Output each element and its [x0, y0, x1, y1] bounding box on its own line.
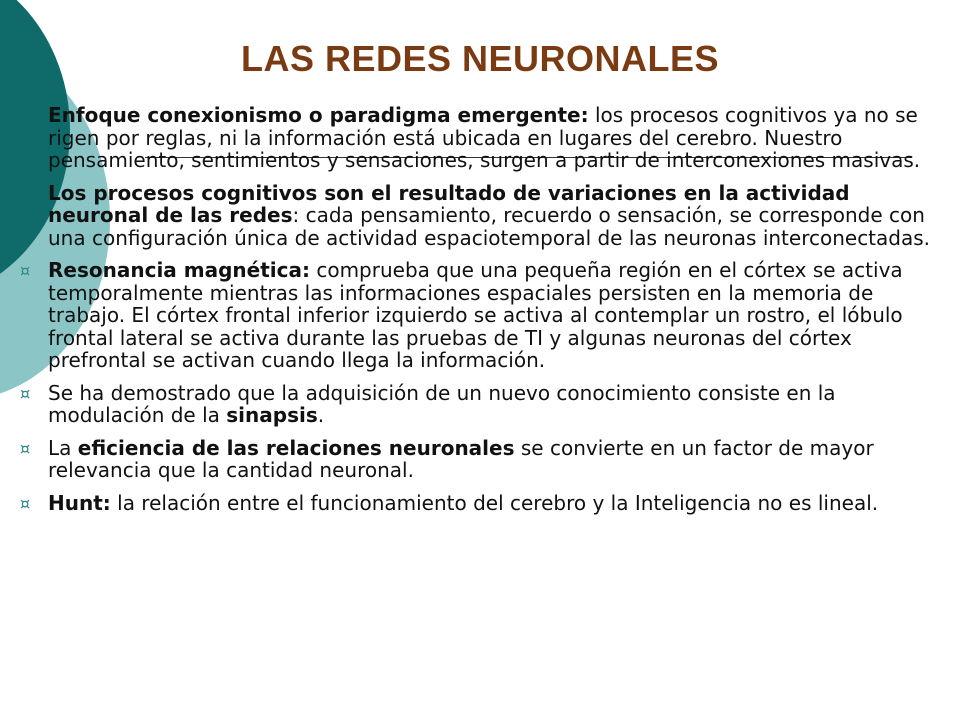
body-text: se convierte en un factor de mayor relevancia que la cantidad neuronal.: [48, 435, 874, 482]
body-text: Se ha demostrado que la adquisición de un nuevo conocimiento consiste en la modulación de la: [48, 380, 836, 427]
bold-text: Los procesos cognitivos son el resultado de variaciones en la actividad neuronal de las redes: [48, 180, 850, 227]
body-text: La: [48, 435, 78, 460]
list-item: [14, 437, 944, 482]
bold-text: Enfoque conexionismo o paradigma emergente:: [48, 103, 589, 127]
list-item: [14, 182, 944, 250]
body-text: comprueba que una pequeña región en el córtex se activa temporalmente mientras las informaciones espaciales persisten en la memoria de trabajo. El córtex frontal inferior izquierdo se activa al contemplar un rostro, el lóbulo frontal lateral se activa durante las pruebas de TI y algunas neuronas del córtex prefrontal se activan cuando llega la información.: [48, 258, 903, 372]
bullet-icon: ¤: [20, 261, 31, 280]
body-text: los procesos cognitivos ya no se rigen por reglas, ni la información está ubicada en lugares del cerebro. Nuestro pensamiento, sentimientos y sensaciones, surgen a partir de interconexiones masivas.: [48, 103, 921, 172]
body-text: : cada pensamiento, recuerdo o sensación, se corresponde con una configuración única de actividad espaciotemporal de las neuronas interconectadas.: [48, 203, 931, 250]
bold-text: Resonancia magnética:: [48, 258, 310, 282]
list-item: [14, 492, 944, 515]
body-text: la relación entre el funcionamiento del cerebro y la Inteligencia no es lineal.: [110, 490, 879, 515]
bold-text: sinapsis: [226, 403, 318, 427]
list-item: [14, 104, 944, 172]
list-item: [14, 382, 944, 427]
bullet-icon: ¤: [20, 383, 31, 403]
bullet-list: [14, 104, 944, 524]
slide-title: LAS REDES NEURONALES: [240, 38, 720, 79]
bold-text: Hunt:: [48, 490, 111, 515]
bold-text: eficiencia de las relaciones neuronales: [77, 435, 515, 460]
bullet-icon: ¤: [20, 493, 31, 513]
body-text: .: [317, 403, 325, 427]
bullet-icon: ¤: [20, 438, 31, 458]
list-item: [14, 259, 944, 372]
